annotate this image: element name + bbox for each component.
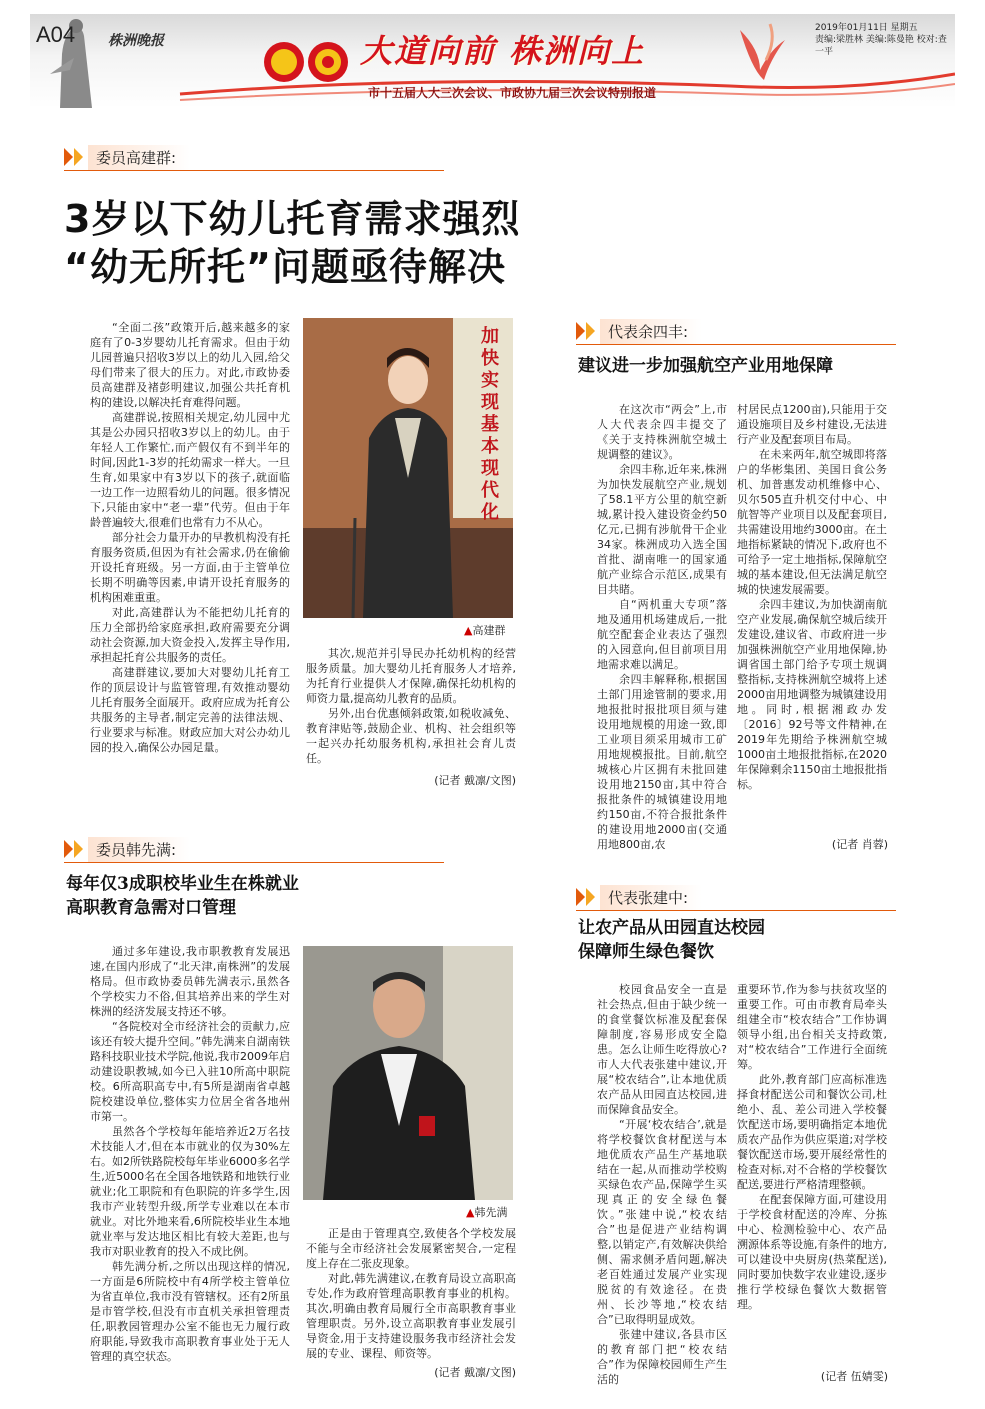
- headline-zhang-line1: 让农产品从田园直达校园: [578, 918, 765, 938]
- paragraph: 高建群建议,要加大对婴幼儿托育工作的顶层设计与监管管理,有效推动婴幼儿托育服务全面展开。政府应成为托育公共服务的主导者,制定完善的法律法规、行业要求与标准。财政应加大对公办幼儿园的投入,确保公办园足量。: [90, 666, 290, 754]
- paragraph: 余四丰称,近年来,株洲为加快发展航空产业,规划了58.1平方公里的航空新城,累计投入建设资金约50亿元,已拥有涉航骨干企业34家。株洲成功入选全国首批、湖南唯一的国家通航产业综合示范区,成果有目共睹。: [597, 463, 727, 596]
- tag-label: 委员高建群:: [88, 145, 190, 170]
- tag-underline: [64, 170, 444, 171]
- headline-line1: 3岁以下幼儿托育需求强烈: [64, 197, 521, 241]
- paragraph: 韩先满分析,之所以出现这样的情况,一方面是6所院校中有4所学校主管单位为省直单位,我市没有管辖权。还有2所虽是市管学校,但没有市直机关承担管理责任,职教园管理办公室不能也无力履行政府职能,导致我市高职教育事业处于无人管理的真空状态。: [90, 1260, 290, 1363]
- article1-col1: [90, 320, 290, 755]
- section-tag-zhang: [576, 886, 702, 908]
- tag-label: 代表余四丰:: [600, 319, 702, 344]
- tag-underline: [576, 344, 896, 345]
- credit-yu: (记者 肖蓉): [831, 838, 888, 851]
- slogan: 大道向前 株洲向上: [360, 32, 646, 70]
- paragraph: 余四丰建议,为加快湖南航空产业发展,确保航空城后续开发建设,建议省、市政府进一步加强株洲航空产业用地保障,协调省国土部门给予专项土规调整指标,支持株洲航空城将上述2000亩用地调整为城镇建设用地。同时,根据湘政办发〔2016〕92号等文件精神,在2019年先期给予株洲航空城1000亩土地报批指标,在2020年保障剩余1150亩土地报批指标。: [737, 598, 887, 791]
- chevron-icon: [576, 888, 596, 906]
- photo-han: [303, 946, 513, 1200]
- article4-col1: [597, 982, 727, 1387]
- photo-gao: [303, 318, 513, 618]
- credit-han: (记者 戴凛/文图): [434, 1366, 516, 1379]
- credit-gao: (记者 戴凛/文图): [434, 774, 516, 787]
- sub-slogan: 市十五届人大三次会议、市政协九届三次会议特别报道: [368, 86, 657, 100]
- caption-triangle-icon: ▲: [466, 1206, 475, 1219]
- section-tag-han: [64, 838, 190, 860]
- paragraph: 虽然各个学校每年能培养近2万名技术技能人才,但在本市就业的仅为30%左右。如2所铁路院校每年毕业6000多名学生,近5000名在全国各地铁路和地铁行业就业;化工职院和有色职院的许多学生,因我市产业转型升级,所学专业难以在本市就业。对比外地来看,6所院校毕业生本地就业率与发达地区相比有较大差距,也与我市对职业教育的投入不成比例。: [90, 1125, 290, 1258]
- tag-underline: [64, 862, 444, 863]
- article2-col2: [737, 402, 887, 792]
- chevron-icon: [64, 840, 84, 858]
- paragraph: 对此,韩先满建议,在教育局设立高职高专处,作为政府管理高职教育事业的机构。其次,明确由教育局履行全市高职教育事业管理职责。另外,设立高职教育事业发展引导资金,用于支持建设服务我市经济社会发展的专业、课程、师资等。: [306, 1272, 516, 1360]
- paragraph: 另外,出台优惠倾斜政策,如税收减免、教育津贴等,鼓励企业、机构、社会组织等一起兴办托幼服务机构,承担社会育儿责任。: [306, 707, 516, 765]
- tag-label: 委员韩先满:: [88, 837, 190, 862]
- paragraph: 在这次市“两会”上,市人大代表余四丰提交了《关于支持株洲航空城土规调整的建议》。: [597, 403, 727, 461]
- person-silhouette: [303, 946, 513, 1200]
- paragraph: 余四丰解释称,根据国土部门用途管制的要求,用地报批时报批项目须与建设用地规模的用途一致,即工业项目须采用城市工矿用地规模报批。目前,航空城核心片区拥有未批回建设用地2150亩,其中符合报批条件的城镇建设用地约150亩,不符合报批条件的建设用地2000亩(交通用地800亩,农: [597, 673, 727, 851]
- paragraph: 重要环节,作为参与扶贫攻坚的重要工作。可由市教育局牵头组建全市“校农结合”工作协调领导小组,出台相关支持政策,对“校农结合”工作进行全面统筹。: [737, 983, 887, 1071]
- tag-label: 代表张建中:: [600, 885, 702, 910]
- section-tag-gao: [64, 146, 190, 168]
- paragraph: 正是由于管理真空,致使各个学校发展不能与全市经济社会发展紧密契合,一定程度上存在二张皮现象。: [306, 1227, 516, 1270]
- chevron-icon: [576, 322, 596, 340]
- caption-triangle-icon: ▲: [464, 624, 473, 637]
- chevron-icon: [64, 148, 84, 166]
- paragraph: 自“两机重大专项”落地及通用机场建成后,一批航空配套企业表达了强烈的入园意向,但目前项目用地需求难以满足。: [597, 598, 727, 671]
- credit-zhang: (记者 伍婧雯): [820, 1370, 888, 1383]
- paragraph: 此外,教育部门应高标准选择食材配送公司和餐饮公司,杜绝小、乱、差公司进入学校餐饮配送市场,要明确指定本地优质农产品作为供应渠道;对学校餐饮配送市场,要开展经常性的检查对标,对不合格的学校餐饮配送,要进行严格清理整顿。: [737, 1073, 887, 1191]
- paragraph: 其次,规范并引导民办托幼机构的经营服务质量。加大婴幼儿托育服务人才培养,为托育行业提供人才保障,确保托幼机构的师资力量,提高幼儿教育的品质。: [306, 647, 516, 705]
- paragraph: “全面二孩”政策开后,越来越多的家庭有了0-3岁婴幼儿托育需求。但由于幼儿园普遍只招收3岁以上的幼儿入园,给父母们带来了很大的压力。对此,市政协委员高建群及褚彭明建议,加强公共托育机构的建设,以解决托育难得问题。: [90, 321, 290, 409]
- paragraph: “开展‘校农结合’,就是将学校餐饮食材配送与本地优质农产品生产基地联结在一起,从而推动学校购买绿色农产品,保障学生买现真正的安全绿色餐饮。”张建中说,“校农结合”也是促进产业结构调整,以销定产,有效解决供给侧、需求侧矛盾问题,解决老百姓通过发展产业实现脱贫的有效途径。在贵州、长沙等地,“校农结合”已取得明显成效。: [597, 1118, 727, 1326]
- headline-han-line1: 每年仅3成职校毕业生在株就业: [66, 874, 299, 894]
- article4-col2: [737, 982, 887, 1312]
- paragraph: 在未来两年,航空城即将落户的华彬集团、美国日食公务机、加普惠发动机维修中心、贝尔505直升机交付中心、中航智等产业项目以及配套项目,共需建设用地约3000亩。在土地指标紧缺的情况下,政府也不可给予一定土地指标,保障航空城的基本建设,但无法满足航空城的快速发展需要。: [737, 448, 887, 596]
- section-tag-yu: [576, 320, 702, 342]
- editors-line: 责编:梁胜林 美编:陈曼艳 校对:查一平: [815, 35, 947, 57]
- tag-underline: [576, 910, 896, 911]
- article3-col2: [306, 1226, 516, 1361]
- caption-gao: ▲高建群: [464, 624, 506, 637]
- headline-yu: 建议进一步加强航空产业用地保障: [578, 356, 833, 376]
- paragraph: 在配套保障方面,可建设用于学校食材配送的冷库、分拣中心、检测检验中心、农产品溯源体系等设施,有条件的地方,可以建设中央厨房(热菜配送),同时要加快数字农业建设,逐步推行学校绿色餐饮大数据管理。: [737, 1193, 887, 1311]
- headline-han-line2: 高职教育急需对口管理: [66, 898, 236, 918]
- paragraph: 通过多年建设,我市职教教育发展迅速,在国内形成了“北天津,南株洲”的发展格局。但市政协委员韩先满表示,虽然各个学校实力不俗,但其培养出来的学生对株洲的经济发展支持还不够。: [90, 945, 290, 1018]
- paragraph: 部分社会力量开办的早教机构没有托育服务资质,但因为有社会需求,仍在偷偷开设托育班级。另一方面,由于主管单位长期不明确等因素,申请开设托育服务的机构困难重重。: [90, 531, 290, 604]
- date-line: [815, 22, 955, 58]
- headline-line2: “幼无所托”问题亟待解决: [64, 245, 506, 289]
- paragraph: 村居民点1200亩),只能用于交通设施项目及乡村建设,无法进行产业及配套项目布局。: [737, 403, 887, 446]
- article3-col1: [90, 944, 290, 1364]
- paragraph: 张建中建议,各县市区的教育部门把“校农结合”作为保障校园师生产生活的: [597, 1328, 727, 1386]
- paragraph: 校园食品安全一直是社会热点,但由于缺少统一的食堂餐饮标准及配套保障制度,容易形成安全隐患。怎么让师生吃得放心?市人大代表张建中建议,开展“校农结合”,让本地优质农产品从田园直达校园,进而保障食品安全。: [597, 983, 727, 1116]
- page-number: A04: [36, 22, 76, 47]
- caption-han: ▲韩先满: [466, 1206, 508, 1219]
- paper-name: 株洲晚报: [108, 33, 164, 49]
- photo-banner-text: 加快实现基本现代化: [481, 326, 499, 523]
- paragraph: “各院校对全市经济社会的贡献力,应该还有较大提升空间。”韩先满来自湖南铁路科技职业技术学院,他说,我市2009年启动建设职教城,如今已入驻10所高中职院校。6所高职高专中,有5所是湖南省卓越院校建设单位,整体实力位居全省各地州市第一。: [90, 1020, 290, 1123]
- article1-col2: [306, 646, 516, 766]
- article2-col1: [597, 402, 727, 852]
- paragraph: 对此,高建群认为不能把幼儿托育的压力全部扔给家庭承担,政府需要充分调动社会资源,加大资金投入,发挥主导作用,承担起托育公共服务的责任。: [90, 606, 290, 664]
- headline-zhang-line2: 保障师生绿色餐饮: [578, 942, 714, 962]
- issue-date: 2019年01月11日 星期五: [815, 23, 918, 33]
- paragraph: 高建群说,按照相关规定,幼儿园中尤其是公办园只招收3岁以上的幼儿。由于年轻人工作繁忙,而产假仅有不到半年的时间,因此1-3岁的托幼需求一样大。一旦生育,如果家中有3岁以下的孩子,就面临一边工作一边照看幼儿的问题。很多情况下,只能由家中“老一辈”代劳。但由于年龄普遍较大,很难们也常有力不从心。: [90, 411, 290, 529]
